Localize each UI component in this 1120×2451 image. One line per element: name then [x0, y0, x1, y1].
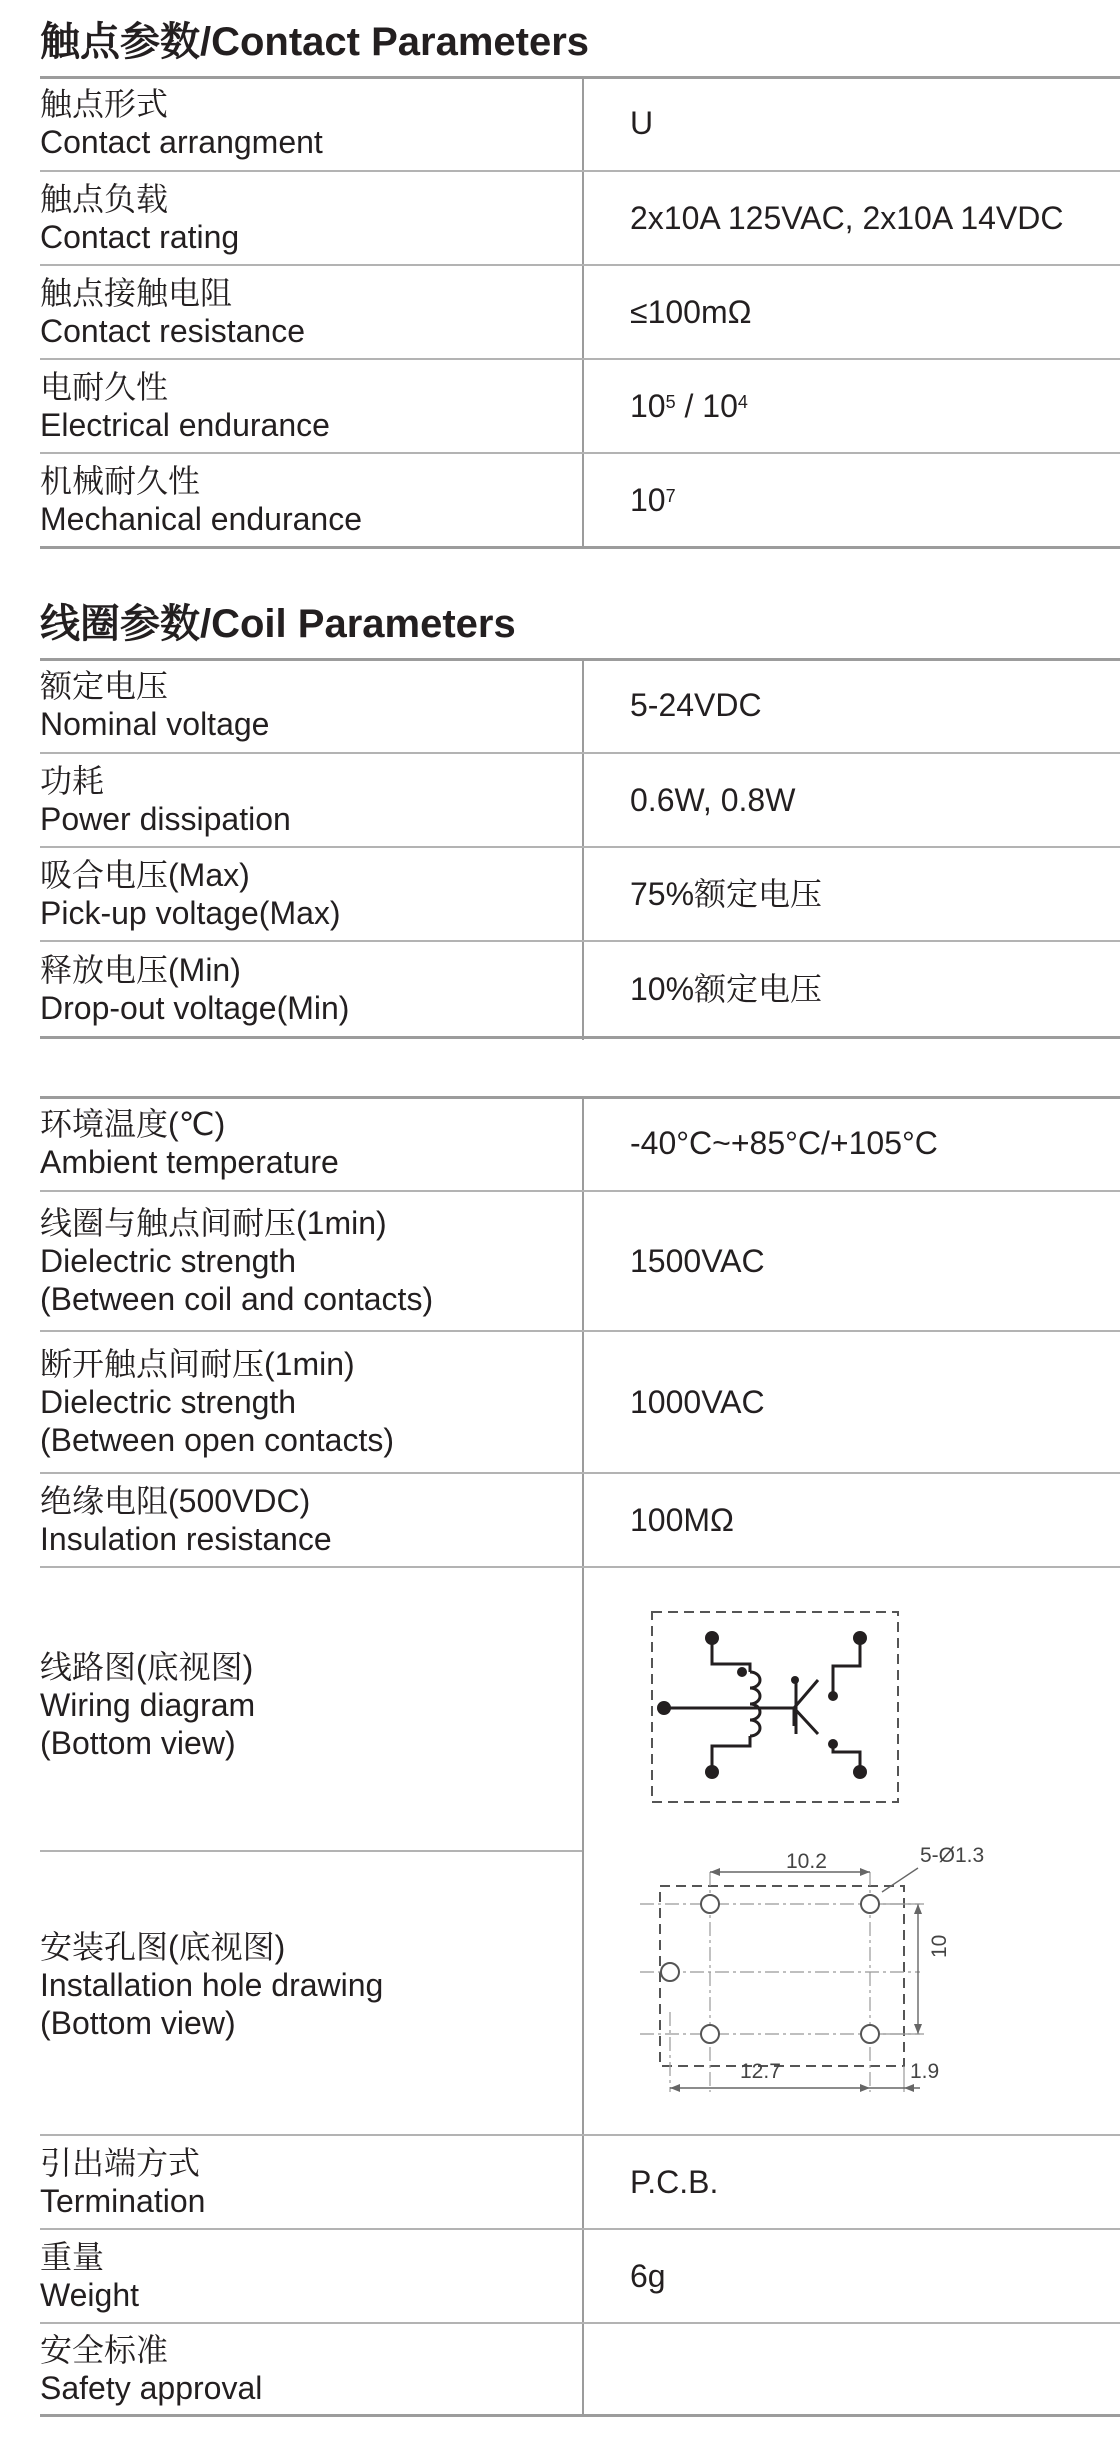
dielectric-open-contacts-value: 1000VAC: [630, 1384, 765, 1420]
table-row: 功耗 Power dissipation 0.6W, 0.8W: [40, 754, 1120, 846]
dim-top-label: 10.2: [786, 1850, 827, 1873]
table-row: 释放电压(Min) Drop-out voltage(Min) 10%额定电压: [40, 942, 1120, 1036]
contact-section-title: 触点参数/Contact Parameters: [40, 20, 590, 64]
table-row: 线圈与触点间耐压(1min) Dielectric strength (Between coil and contacts) 1500VAC: [40, 1192, 1120, 1330]
weight-value: 6g: [630, 2258, 666, 2294]
table-row: 线路图(底视图) Wiring diagram (Bottom view): [40, 1649, 256, 1761]
dim-right-label: 10: [928, 1934, 951, 1958]
table-row: 触点形式 Contact arrangment U: [40, 76, 1120, 170]
table-row: 安装孔图(底视图) Installation hole drawing (Bottom view): [40, 1929, 384, 2041]
table-row: 额定电压 Nominal voltage 5-24VDC: [40, 658, 1120, 752]
ambient-temperature-value: -40°C~+85°C/+105°C: [630, 1125, 938, 1161]
table-row: 机械耐久性 Mechanical endurance 10 $^7$: [40, 454, 1120, 546]
termination-value: P.C.B.: [630, 2164, 719, 2200]
table-row: 绝缘电阻(500VDC) Insulation resistance 100MΩ: [40, 1474, 1120, 1566]
safety-approval-value: [630, 2324, 1120, 2414]
installation-hole-drawing: [620, 1842, 1080, 2092]
table-row: 触点接触电阻 Contact resistance ≤100mΩ: [40, 266, 1120, 358]
dim-offset-label: 1.9: [910, 2060, 940, 2083]
mechanical-endurance-value: 10 $^7$: [630, 482, 676, 518]
wiring-diagram: [640, 1596, 960, 1836]
dielectric-coil-contacts-value: 1500VAC: [630, 1243, 765, 1279]
contact-rating-value: 2x10A 125VAC, 2x10A 14VDC: [630, 200, 1064, 236]
insulation-resistance-value: 100MΩ: [630, 1502, 734, 1538]
power-dissipation-value: 0.6W, 0.8W: [630, 782, 796, 818]
contact-table: [40, 76, 1120, 548]
table-row: 触点负载 Contact rating 2x10A 125VAC, 2x10A 14VDC: [40, 172, 1120, 264]
nominal-voltage-value: 5-24VDC: [630, 687, 762, 723]
table-row: 重量 Weight 6g: [40, 2230, 1120, 2322]
table-row: 吸合电压(Max) Pick-up voltage(Max) 75%额定电压: [40, 848, 1120, 940]
coil-table: [40, 658, 1120, 1040]
table-row: 环境温度(℃) Ambient temperature -40°C~+85°C/+105°C: [40, 1096, 1120, 1190]
table-row: 安全标准 Safety approval: [40, 2324, 1120, 2414]
electrical-endurance-value: 10 $^5$ / 10 $^4$: [630, 388, 748, 424]
table-row: 引出端方式 Termination P.C.B.: [40, 2136, 1120, 2228]
table-row: 电耐久性 Electrical endurance 10 $^5$ / 10 $^4$: [40, 360, 1120, 452]
dropout-voltage-value: 10%额定电压: [630, 971, 823, 1007]
contact-resistance-value: ≤100mΩ: [630, 294, 752, 330]
table-row: 断开触点间耐压(1min) Dielectric strength (Between open contacts) 1000VAC: [40, 1332, 1120, 1472]
coil-section-title: 线圈参数/Coil Parameters: [40, 602, 516, 646]
pickup-voltage-value: 75%额定电压: [630, 876, 823, 912]
general-table: [40, 1096, 1120, 2416]
dim-holes-label: 5-Ø1.3: [920, 1844, 985, 1867]
dim-bottom-label: 12.7: [740, 2060, 781, 2083]
contact-arrangement-value: U: [630, 105, 654, 141]
